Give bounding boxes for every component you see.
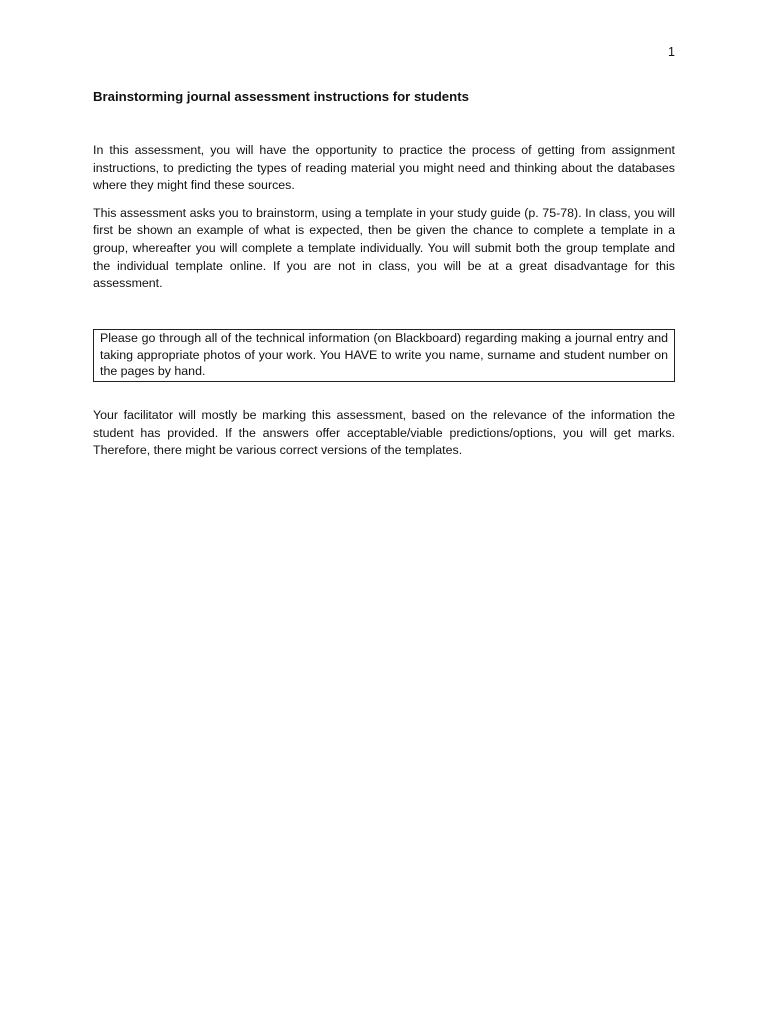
section-spacer bbox=[93, 303, 675, 329]
notice-text: Please go through all of the technical information (on Blackboard) regarding making a journal entry and taking appropriate photos of your work. You HAVE to write you name, surname and student number on the pages by hand. bbox=[100, 330, 668, 379]
closing-paragraph: Your facilitator will mostly be marking this assessment, based on the relevance of the information the student has provided. If the answers offer acceptable/viable predictions/options, you will get marks. Therefore, there might be various correct versions of the templates. bbox=[93, 408, 675, 458]
document-body bbox=[93, 88, 675, 470]
instructions-paragraph: This assessment asks you to brainstorm, using a template in your study guide (p. 75-78). In class, you will first be shown an example of what is expected, then be given the chance to complete a template in a group, whereafter you will complete a template individually. You will submit both the group template and the individual template online. If you are not in class, you will be at a great disadvantage for this assessment. bbox=[93, 205, 675, 291]
intro-paragraph: In this assessment, you will have the opportunity to practice the process of getting from assignment instructions, to predicting the types of reading material you might need and thinking about the databases where they might find these sources. bbox=[93, 143, 675, 193]
notice-box bbox=[93, 329, 675, 382]
page-number: 1 bbox=[668, 45, 675, 59]
document-title: Brainstorming journal assessment instructions for students bbox=[93, 89, 469, 104]
